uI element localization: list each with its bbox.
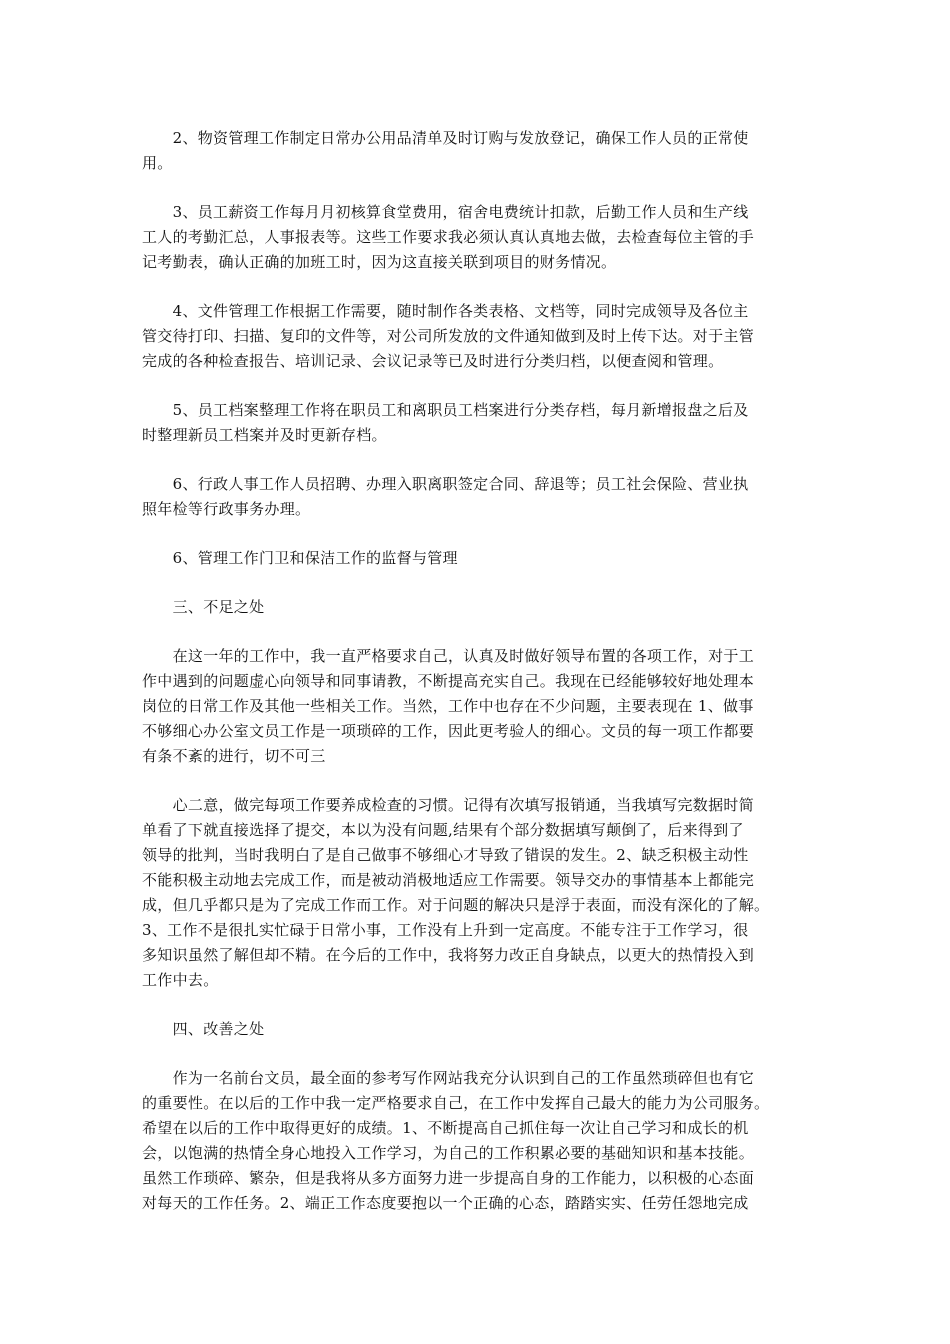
text-line: 单看了下就直接选择了提交，本以为没有问题,结果有个部分数据填写颠倒了，后来得到了 xyxy=(142,821,744,839)
text-line: 会，以饱满的热情全身心地投入工作学习，为自己的工作积累必要的基础知识和基本技能。 xyxy=(142,1144,755,1162)
paragraph-item-6a xyxy=(142,472,819,522)
paragraph-item-6b xyxy=(142,546,819,571)
text-line: 6、管理工作门卫和保洁工作的监督与管理 xyxy=(142,549,458,567)
section-heading: 四、改善之处 xyxy=(142,1020,265,1038)
text-line: 作为一名前台文员，最全面的参考写作网站我充分认识到自己的工作虽然琐碎但也有它 xyxy=(142,1069,755,1087)
text-line: 时整理新员工档案并及时更新存档。 xyxy=(142,426,387,444)
text-line: 完成的各种检查报告、培训记录、会议记录等已及时进行分类归档，以便查阅和管理。 xyxy=(142,352,724,370)
text-line: 有条不紊的进行，切不可三 xyxy=(142,747,326,765)
text-line: 用。 xyxy=(142,154,173,172)
text-line: 领导的批判，当时我明白了是自己做事不够细心才导致了错误的发生。2、缺乏积极主动性 xyxy=(142,846,749,864)
text-line: 管交待打印、扫描、复印的文件等，对公司所发放的文件通知做到及时上传下达。对于主管 xyxy=(142,327,755,345)
paragraph-improvements-1 xyxy=(142,1066,819,1216)
paragraph-item-3 xyxy=(142,200,819,275)
text-line: 记考勤表，确认正确的加班工时，因为这直接关联到项目的财务情况。 xyxy=(142,253,617,271)
text-line: 不能积极主动地去完成工作，而是被动消极地适应工作需要。领导交办的事情基本上都能完 xyxy=(142,871,755,889)
paragraph-item-2 xyxy=(142,126,819,176)
text-line: 照年检等行政事务办理。 xyxy=(142,500,311,518)
paragraph-shortcomings-1 xyxy=(142,644,819,769)
text-line: 2、物资管理工作制定日常办公用品清单及时订购与发放登记，确保工作人员的正常使 xyxy=(142,129,749,147)
text-line: 多知识虽然了解但却不精。在今后的工作中，我将努力改正自身缺点，以更大的热情投入到 xyxy=(142,946,755,964)
text-line: 工人的考勤汇总，人事报表等。这些工作要求我必须认真认真地去做，去检查每位主管的手 xyxy=(142,228,755,246)
paragraph-item-5 xyxy=(142,398,819,448)
section-heading: 三、不足之处 xyxy=(142,598,265,616)
section-heading-shortcomings xyxy=(142,595,819,620)
text-line: 对每天的工作任务。2、端正工作态度要抱以一个正确的心态，踏踏实实、任劳任怨地完成 xyxy=(142,1194,749,1212)
text-line: 成，但几乎都只是为了完成工作而工作。对于问题的解决只是浮于表面，而没有深化的了解。 xyxy=(142,896,770,914)
text-line: 岗位的日常工作及其他一些相关工作。当然，工作中也存在不少问题，主要表现在 1、做事 xyxy=(142,697,754,715)
text-line: 4、文件管理工作根据工作需要，随时制作各类表格、文档等，同时完成领导及各位主 xyxy=(142,302,749,320)
text-line: 3、工作不是很扎实忙碌于日常小事，工作没有上升到一定高度。不能专注于工作学习，很 xyxy=(142,921,749,939)
text-line: 工作中去。 xyxy=(142,971,219,989)
text-line: 不够细心办公室文员工作是一项琐碎的工作，因此更考验人的细心。文员的每一项工作都要 xyxy=(142,722,755,740)
text-line: 3、员工薪资工作每月月初核算食堂费用，宿舍电费统计扣款，后勤工作人员和生产线 xyxy=(142,203,749,221)
text-line: 虽然工作琐碎、繁杂，但是我将从多方面努力进一步提高自身的工作能力，以积极的心态面 xyxy=(142,1169,755,1187)
paragraph-item-4 xyxy=(142,299,819,374)
text-line: 在这一年的工作中，我一直严格要求自己，认真及时做好领导布置的各项工作，对于工 xyxy=(142,647,755,665)
text-line: 6、行政人事工作人员招聘、办理入职离职签定合同、辞退等；员工社会保险、营业执 xyxy=(142,475,749,493)
paragraph-shortcomings-2 xyxy=(142,793,819,993)
text-line: 希望在以后的工作中取得更好的成绩。1、不断提高自己抓住每一次让自己学习和成长的机 xyxy=(142,1119,749,1137)
section-heading-improvements xyxy=(142,1017,819,1042)
text-line: 心二意，做完每项工作要养成检查的习惯。记得有次填写报销通，当我填写完数据时简 xyxy=(142,796,755,814)
text-line: 的重要性。在以后的工作中我一定严格要求自己，在工作中发挥自己最大的能力为公司服务。 xyxy=(142,1094,770,1112)
text-line: 作中遇到的问题虚心向领导和同事请教，不断提高充实自己。我现在已经能够较好地处理本 xyxy=(142,672,755,690)
text-line: 5、员工档案整理工作将在职员工和离职员工档案进行分类存档，每月新增报盘之后及 xyxy=(142,401,749,419)
document-body xyxy=(142,126,819,1240)
